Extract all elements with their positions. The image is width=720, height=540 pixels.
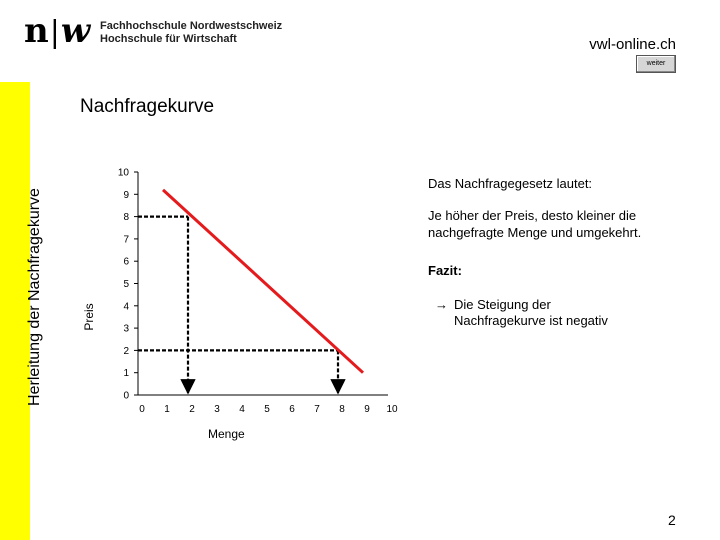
law-heading: Das Nachfragegesetz lautet:	[428, 176, 593, 191]
x-tick-label: 5	[264, 404, 270, 415]
y-tick-label: 8	[123, 212, 129, 224]
weiter-button[interactable]: weiter	[636, 55, 676, 73]
demand-curve	[163, 190, 363, 373]
sidebar-title: Herleitung der Nachfragekurve	[26, 188, 43, 406]
y-tick-label: 5	[123, 279, 129, 290]
x-tick-label: 3	[214, 404, 220, 415]
y-tick-label: 9	[123, 189, 129, 201]
page-number: 2	[668, 512, 676, 528]
law-body: Je höher der Preis, desto kleiner die nachgefragte Menge und umgekehrt.	[428, 208, 642, 240]
school-line-1: Fachhochschule Nordwestschweiz	[100, 20, 283, 32]
x-axis-label: Menge	[208, 427, 245, 441]
x-tick-label: 8	[339, 404, 345, 415]
x-tick-label: 9	[364, 404, 370, 415]
arrow-icon: →	[435, 297, 448, 312]
y-tick-label: 3	[123, 323, 129, 335]
site-name: vwl-online.ch	[589, 36, 676, 53]
y-tick-label: 7	[123, 234, 129, 246]
x-tick-label: 0	[139, 404, 145, 415]
y-axis-label: Preis	[82, 303, 96, 331]
y-tick-label: 4	[123, 301, 129, 313]
x-tick-label: 2	[189, 404, 195, 415]
x-tick-label: 1	[164, 404, 170, 415]
fazit-text: Die Steigung der Nachfragekurve ist negativ	[454, 297, 608, 328]
y-tick-label: 0	[123, 390, 129, 402]
y-tick-label: 6	[123, 256, 129, 268]
y-tick-label: 10	[117, 167, 129, 179]
school-line-2: Hochschule für Wirtschaft	[100, 33, 237, 45]
y-tick-label: 2	[123, 345, 129, 357]
fazit-body	[435, 297, 635, 329]
fhnw-logo: n|w	[24, 11, 90, 51]
x-tick-label: 7	[314, 404, 320, 415]
x-tick-label: 10	[386, 404, 398, 415]
page-title: Nachfragekurve	[80, 96, 215, 117]
y-tick-label: 1	[123, 368, 129, 380]
x-tick-label: 6	[289, 404, 295, 415]
fazit-heading: Fazit:	[428, 263, 462, 278]
x-tick-label: 4	[239, 404, 245, 415]
